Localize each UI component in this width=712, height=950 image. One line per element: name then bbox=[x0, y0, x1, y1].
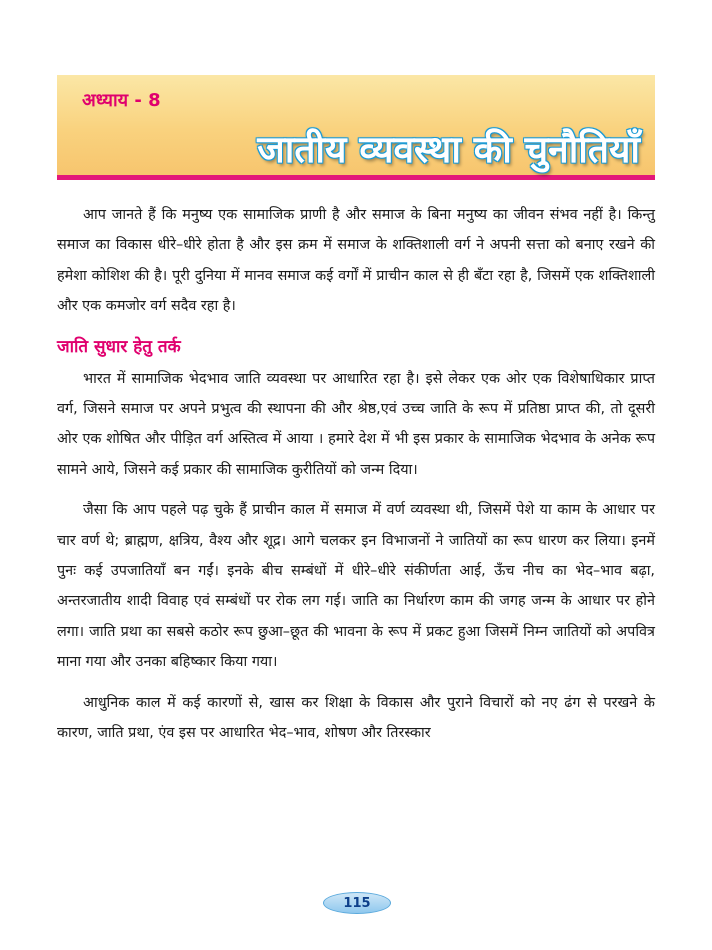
section-heading: जाति सुधार हेतु तर्क bbox=[57, 336, 181, 357]
page-number-badge bbox=[323, 892, 391, 914]
intro-paragraph: आप जानते हैं कि मनुष्य एक सामाजिक प्राणी है और समाज के बिना मनुष्य का जीवन संभव नहीं है। किन्तु समाज का विकास धीरे–धीरे होता है और इस क्रम में समाज के शक्तिशाली वर्ग ने अपनी सत्ता को बनाए रखने की हमेशा कोशिश की है। पूरी दुनिया में मानव समाज कई वर्गों में प्राचीन काल से ही बँटा रहा है, जिसमें एक शक्तिशाली और एक कमजोर वर्ग सदैव रहा है। bbox=[57, 207, 655, 315]
paragraph-2: भारत में सामाजिक भेदभाव जाति व्यवस्था पर आधारित रहा है। इसे लेकर एक ओर एक विशेषाधिकार प्राप्त वर्ग, जिसने समाज पर अपने प्रभुत्व की स्थापना की और श्रेष्ठ,एवं उच्च जाति के रूप में प्रतिष्ठा प्राप्त की, तो दूसरी ओर एक शोषित और पीड़ित वर्ग अस्तित्व में आया । हमारे देश में भी इस प्रकार के सामाजिक भेदभाव के अनेक रूप सामने आये, जिसने कई प्रकार की सामाजिक कुरीतियों को जन्म दिया। bbox=[57, 370, 655, 478]
chapter-title: जातीय व्यवस्था की चुनौतियाँ bbox=[257, 128, 640, 171]
page-number: 115 bbox=[343, 895, 371, 911]
paragraph-4: आधुनिक काल में कई कारणों से, खास कर शिक्षा के विकास और पुराने विचारों को नए ढंग से परखने के कारण, जाति प्रथा, एंव इस पर आधारित भेद–भाव, शोषण और तिरस्कार bbox=[57, 694, 655, 742]
chapter-label: अध्याय - 8 bbox=[82, 90, 161, 111]
paragraph-3: जैसा कि आप पहले पढ़ चुके हैं प्राचीन काल में समाज में वर्ण व्यवस्था थी, जिसमें पेशे या काम के आधार पर चार वर्ण थे; ब्राह्मण, क्षत्रिय, वैश्य और शूद्र। आगे चलकर इन विभाजनों ने जातियों का रूप धारण कर लिया। इनमें पुनः कई उपजातियाँ बन गईं। इनके बीच सम्बंधों में धीरे–धीरे संकीर्णता आई, ऊँच नीच का भेद–भाव बढ़ा, अन्तरजातीय शादी विवाह एवं सम्बंधों पर रोक लग गई। जाति का निर्धारण काम की जगह जन्म के आधार पर होने लगा। जाति प्रथा का सबसे कठोर रूप छुआ–छूत की भावना के रूप में प्रकट हुआ जिसमें निम्न जातियों को अपवित्र माना गया और उनका बहिष्कार किया गया। bbox=[57, 502, 655, 671]
banner-underline bbox=[57, 175, 655, 180]
page-content bbox=[57, 200, 655, 759]
